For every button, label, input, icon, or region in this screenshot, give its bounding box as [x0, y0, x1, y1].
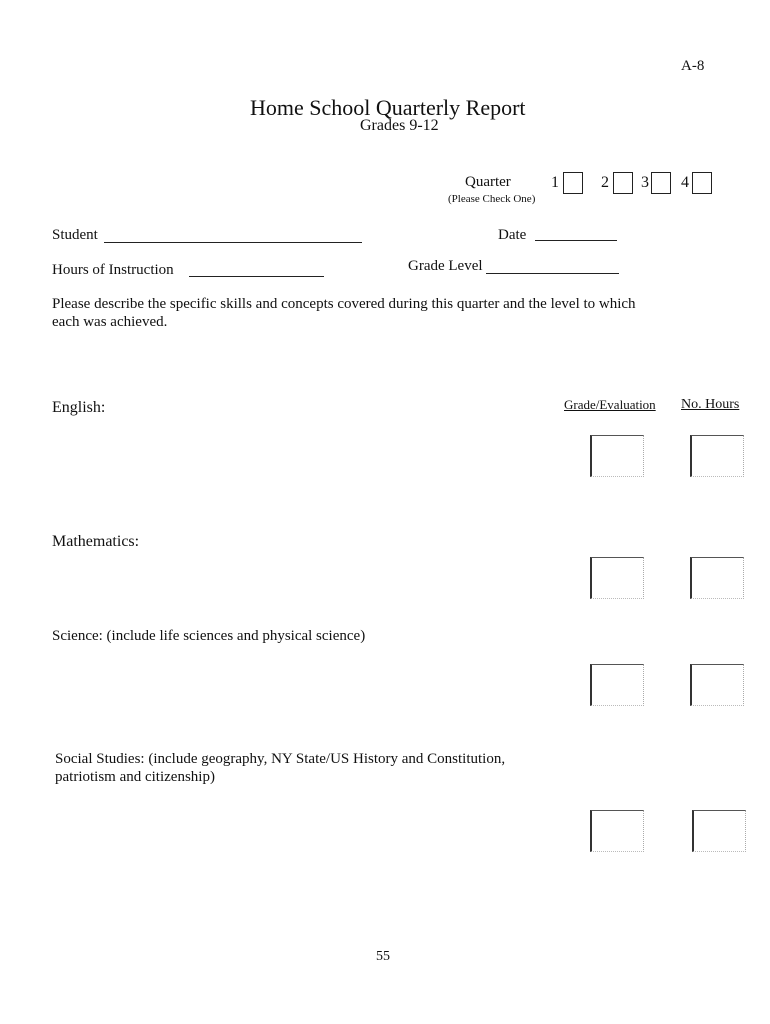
science-grade-box[interactable] — [590, 664, 644, 706]
english-hours-box[interactable] — [690, 435, 744, 477]
social-studies-label-line-2: patriotism and citizenship) — [55, 769, 215, 785]
quarter-option-2-checkbox[interactable] — [613, 172, 633, 194]
hours-of-instruction-field[interactable] — [189, 276, 324, 277]
date-label: Date — [498, 227, 527, 243]
quarter-option-2-label: 2 — [601, 174, 609, 191]
quarter-label: Quarter — [465, 174, 511, 190]
quarter-option-3-label: 3 — [641, 174, 649, 191]
mathematics-label: Mathematics: — [52, 533, 140, 550]
grade-level-field[interactable] — [486, 273, 619, 274]
mathematics-hours-box[interactable] — [690, 557, 744, 599]
quarter-note: (Please Check One) — [448, 193, 536, 205]
date-field[interactable] — [535, 240, 617, 241]
grade-evaluation-header: Grade/Evaluation — [564, 397, 656, 412]
quarter-option-1-label: 1 — [551, 174, 559, 191]
science-hours-box[interactable] — [690, 664, 744, 706]
social-studies-hours-box[interactable] — [692, 810, 746, 852]
student-field[interactable] — [104, 242, 362, 243]
english-grade-box[interactable] — [590, 435, 644, 477]
page-number: 55 — [376, 949, 390, 964]
quarter-option-3-checkbox[interactable] — [651, 172, 671, 194]
instructions-line-2: each was achieved. — [52, 314, 168, 330]
page-code: A-8 — [681, 58, 705, 74]
quarter-option-4-label: 4 — [681, 174, 689, 191]
social-studies-label-line-1: Social Studies: (include geography, NY State/US History and Constitution, — [55, 751, 506, 767]
page-subtitle: Grades 9-12 — [360, 117, 439, 134]
instructions-line-1: Please describe the specific skills and concepts covered during this quarter and the level to which — [52, 296, 636, 312]
student-label: Student — [52, 227, 98, 243]
social-studies-grade-box[interactable] — [590, 810, 644, 852]
grade-level-label: Grade Level — [408, 258, 483, 274]
no-hours-header: No. Hours — [681, 397, 740, 412]
english-label: English: — [52, 399, 106, 416]
quarter-option-4-checkbox[interactable] — [692, 172, 712, 194]
mathematics-grade-box[interactable] — [590, 557, 644, 599]
hours-of-instruction-label: Hours of Instruction — [52, 262, 174, 278]
page-title: Home School Quarterly Report — [250, 95, 526, 120]
science-label: Science: (include life sciences and physical science) — [52, 628, 366, 644]
quarter-option-1-checkbox[interactable] — [563, 172, 583, 194]
